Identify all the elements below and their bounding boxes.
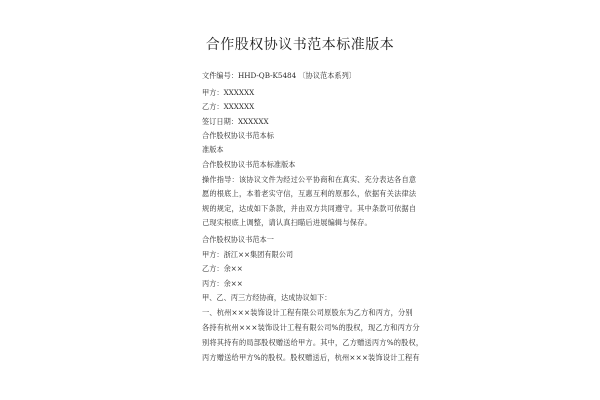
clause-line: 各持有杭州×××装饰设计工程有限公司%的股权，现乙方和丙方分 xyxy=(202,323,420,332)
document-title: 合作股权协议书范本标准版本 xyxy=(205,37,395,53)
instruction-line: 操作指导：该协议文件为经过公平协商和在真实、充分表达各自意 xyxy=(202,175,417,184)
party-c: 丙方：余×× xyxy=(202,279,243,288)
sample-heading: 合作股权协议书范本一 xyxy=(202,235,274,244)
clause-line: 丙方赠送给甲方%的股权。股权赠送后，杭州×××装饰设计工程有 xyxy=(202,353,420,362)
header-repeat-line-3: 合作股权协议书范本标准版本 xyxy=(202,160,296,169)
clause-line: 别将其持有的局部股权赠送给甲方。其中，乙方赠送丙方%的股权， xyxy=(202,338,424,347)
header-repeat-line-1: 合作股权协议书范本标 xyxy=(202,131,274,140)
instruction-line: 规的规定，达成如下条款，并由双方共同遵守。其中条款可依据自 xyxy=(202,204,417,213)
party-a-placeholder: 甲方：XXXXXX xyxy=(202,88,255,97)
party-a: 甲方：浙江××集团有限公司 xyxy=(202,250,294,259)
instruction-line: 愿的根底上，本着老实守信，互惠互利的原那么，依据有关法律法 xyxy=(202,189,417,198)
clause-line: 一、杭州×××装饰设计工程有限公司原股东为乙方和丙方，分别 xyxy=(202,308,413,317)
party-b-placeholder: 乙方：XXXXXX xyxy=(202,102,255,111)
party-b: 乙方：余×× xyxy=(202,264,243,273)
instruction-line: 己现实根底上调整，请认真扫瞄后进展编辑与保存。 xyxy=(202,218,372,227)
sign-date: 签订日期：XXXXXX xyxy=(202,117,269,126)
agreement-intro: 甲、乙、丙三方经协商，达成协议如下： xyxy=(202,293,332,302)
file-number: 文件编号：HHD-QB-K5484 〔协议范本系列〕 xyxy=(202,71,356,80)
header-repeat-line-2: 准版本 xyxy=(202,145,224,154)
